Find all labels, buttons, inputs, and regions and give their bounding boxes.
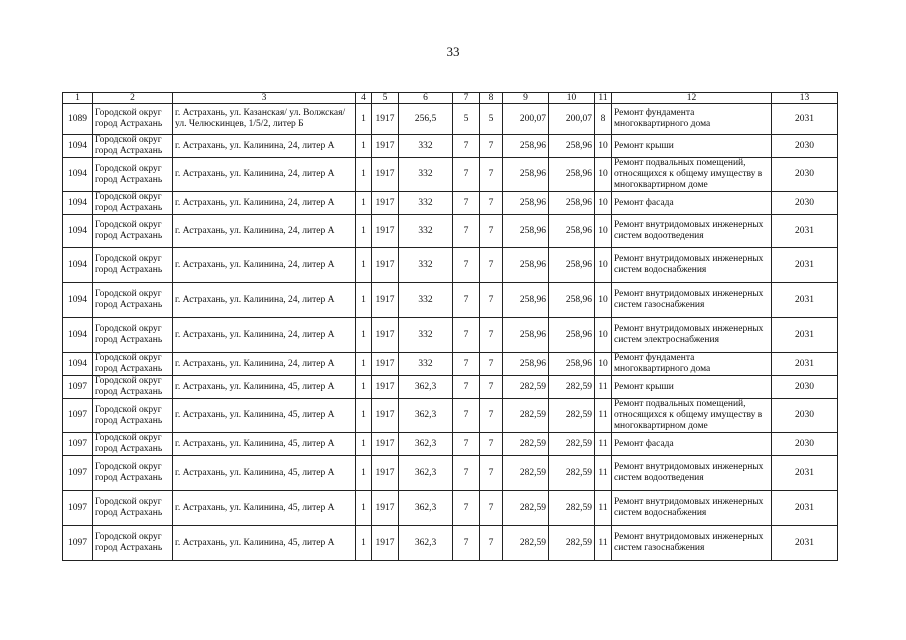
planned-year-cell: 2031 bbox=[772, 104, 838, 135]
planned-year-cell: 2030 bbox=[772, 433, 838, 456]
year-built-cell: 1917 bbox=[372, 192, 399, 215]
planned-year-cell: 2030 bbox=[772, 192, 838, 215]
address-cell: г. Астрахань, ул. Калинина, 45, литер А bbox=[173, 491, 356, 526]
col9-cell: 282,59 bbox=[503, 399, 549, 433]
work-type-cell: Ремонт фасада bbox=[612, 433, 772, 456]
col8-cell: 7 bbox=[480, 135, 503, 158]
col8-cell: 7 bbox=[480, 283, 503, 318]
table-row bbox=[63, 158, 838, 192]
work-type-cell: Ремонт фасада bbox=[612, 192, 772, 215]
table-row bbox=[63, 215, 838, 248]
table-row bbox=[63, 353, 838, 376]
col10-cell: 258,96 bbox=[549, 353, 595, 376]
col10-cell: 282,59 bbox=[549, 526, 595, 561]
year-built-cell: 1917 bbox=[372, 456, 399, 491]
area-cell: 332 bbox=[399, 248, 453, 283]
col8-cell: 7 bbox=[480, 215, 503, 248]
address-cell: г. Астрахань, ул. Калинина, 45, литер А bbox=[173, 456, 356, 491]
address-cell: г. Астрахань, ул. Калинина, 24, литер А bbox=[173, 318, 356, 353]
year-built-cell: 1917 bbox=[372, 399, 399, 433]
area-cell: 332 bbox=[399, 353, 453, 376]
col11-cell: 10 bbox=[595, 192, 612, 215]
column-header: 12 bbox=[612, 93, 772, 104]
area-cell: 332 bbox=[399, 192, 453, 215]
area-cell: 362,3 bbox=[399, 456, 453, 491]
col7-cell: 7 bbox=[453, 135, 480, 158]
col10-cell: 258,96 bbox=[549, 248, 595, 283]
row-number-cell: 1094 bbox=[63, 353, 93, 376]
row-number-cell: 1097 bbox=[63, 456, 93, 491]
row-number-cell: 1094 bbox=[63, 192, 93, 215]
planned-year-cell: 2030 bbox=[772, 135, 838, 158]
col11-cell: 10 bbox=[595, 215, 612, 248]
col7-cell: 7 bbox=[453, 353, 480, 376]
planned-year-cell: 2030 bbox=[772, 376, 838, 399]
row-number-cell: 1094 bbox=[63, 158, 93, 192]
col8-cell: 5 bbox=[480, 104, 503, 135]
column-header: 1 bbox=[63, 93, 93, 104]
col4-cell: 1 bbox=[356, 283, 372, 318]
col9-cell: 200,07 bbox=[503, 104, 549, 135]
area-cell: 362,3 bbox=[399, 433, 453, 456]
row-number-cell: 1094 bbox=[63, 135, 93, 158]
address-cell: г. Астрахань, ул. Калинина, 24, литер А bbox=[173, 353, 356, 376]
col4-cell: 1 bbox=[356, 192, 372, 215]
column-header: 6 bbox=[399, 93, 453, 104]
work-type-cell: Ремонт крыши bbox=[612, 135, 772, 158]
table-row bbox=[63, 491, 838, 526]
column-header: 2 bbox=[93, 93, 173, 104]
col10-cell: 282,59 bbox=[549, 376, 595, 399]
address-cell: г. Астрахань, ул. Калинина, 24, литер А bbox=[173, 135, 356, 158]
row-number-cell: 1097 bbox=[63, 526, 93, 561]
column-header: 5 bbox=[372, 93, 399, 104]
area-cell: 332 bbox=[399, 135, 453, 158]
col11-cell: 11 bbox=[595, 491, 612, 526]
municipality-cell: Городской округ город Астрахань bbox=[93, 248, 173, 283]
col7-cell: 7 bbox=[453, 215, 480, 248]
col4-cell: 1 bbox=[356, 456, 372, 491]
col11-cell: 11 bbox=[595, 399, 612, 433]
year-built-cell: 1917 bbox=[372, 158, 399, 192]
planned-year-cell: 2031 bbox=[772, 456, 838, 491]
col11-cell: 10 bbox=[595, 158, 612, 192]
year-built-cell: 1917 bbox=[372, 215, 399, 248]
column-header: 3 bbox=[173, 93, 356, 104]
column-header: 4 bbox=[356, 93, 372, 104]
col8-cell: 7 bbox=[480, 192, 503, 215]
col7-cell: 7 bbox=[453, 318, 480, 353]
municipality-cell: Городской округ город Астрахань bbox=[93, 215, 173, 248]
column-header: 13 bbox=[772, 93, 838, 104]
row-number-cell: 1097 bbox=[63, 491, 93, 526]
col8-cell: 7 bbox=[480, 491, 503, 526]
row-number-cell: 1094 bbox=[63, 248, 93, 283]
address-cell: г. Астрахань, ул. Калинина, 45, литер А bbox=[173, 376, 356, 399]
area-cell: 362,3 bbox=[399, 376, 453, 399]
address-cell: г. Астрахань, ул. Калинина, 24, литер А bbox=[173, 158, 356, 192]
column-header: 8 bbox=[480, 93, 503, 104]
municipality-cell: Городской округ город Астрахань bbox=[93, 526, 173, 561]
col7-cell: 7 bbox=[453, 433, 480, 456]
col4-cell: 1 bbox=[356, 353, 372, 376]
col7-cell: 7 bbox=[453, 192, 480, 215]
col8-cell: 7 bbox=[480, 456, 503, 491]
col10-cell: 258,96 bbox=[549, 135, 595, 158]
municipality-cell: Городской округ город Астрахань bbox=[93, 135, 173, 158]
municipality-cell: Городской округ город Астрахань bbox=[93, 158, 173, 192]
table-row bbox=[63, 376, 838, 399]
col9-cell: 282,59 bbox=[503, 456, 549, 491]
work-type-cell: Ремонт внутридомовых инженерных систем электроснабжения bbox=[612, 318, 772, 353]
col4-cell: 1 bbox=[356, 158, 372, 192]
col9-cell: 258,96 bbox=[503, 353, 549, 376]
col4-cell: 1 bbox=[356, 376, 372, 399]
address-cell: г. Астрахань, ул. Калинина, 24, литер А bbox=[173, 215, 356, 248]
col7-cell: 7 bbox=[453, 283, 480, 318]
col9-cell: 258,96 bbox=[503, 135, 549, 158]
area-cell: 362,3 bbox=[399, 491, 453, 526]
col11-cell: 10 bbox=[595, 353, 612, 376]
column-number-row bbox=[63, 93, 838, 104]
col8-cell: 7 bbox=[480, 526, 503, 561]
year-built-cell: 1917 bbox=[372, 526, 399, 561]
work-type-cell: Ремонт внутридомовых инженерных систем газоснабжения bbox=[612, 283, 772, 318]
table-row bbox=[63, 318, 838, 353]
col7-cell: 7 bbox=[453, 248, 480, 283]
area-cell: 256,5 bbox=[399, 104, 453, 135]
col4-cell: 1 bbox=[356, 104, 372, 135]
col11-cell: 11 bbox=[595, 456, 612, 491]
planned-year-cell: 2031 bbox=[772, 215, 838, 248]
area-cell: 362,3 bbox=[399, 399, 453, 433]
planned-year-cell: 2030 bbox=[772, 399, 838, 433]
work-type-cell: Ремонт внутридомовых инженерных систем водоснабжения bbox=[612, 248, 772, 283]
col9-cell: 282,59 bbox=[503, 376, 549, 399]
col7-cell: 5 bbox=[453, 104, 480, 135]
planned-year-cell: 2031 bbox=[772, 491, 838, 526]
col8-cell: 7 bbox=[480, 433, 503, 456]
col9-cell: 258,96 bbox=[503, 283, 549, 318]
col10-cell: 282,59 bbox=[549, 399, 595, 433]
col4-cell: 1 bbox=[356, 491, 372, 526]
table-row bbox=[63, 283, 838, 318]
col7-cell: 7 bbox=[453, 491, 480, 526]
col8-cell: 7 bbox=[480, 353, 503, 376]
col4-cell: 1 bbox=[356, 135, 372, 158]
table-row bbox=[63, 192, 838, 215]
row-number-cell: 1097 bbox=[63, 433, 93, 456]
address-cell: г. Астрахань, ул. Калинина, 45, литер А bbox=[173, 526, 356, 561]
column-header: 11 bbox=[595, 93, 612, 104]
address-cell: г. Астрахань, ул. Калинина, 24, литер А bbox=[173, 248, 356, 283]
planned-year-cell: 2030 bbox=[772, 158, 838, 192]
area-cell: 332 bbox=[399, 158, 453, 192]
col7-cell: 7 bbox=[453, 376, 480, 399]
municipality-cell: Городской округ город Астрахань bbox=[93, 283, 173, 318]
col8-cell: 7 bbox=[480, 158, 503, 192]
col11-cell: 10 bbox=[595, 318, 612, 353]
col10-cell: 282,59 bbox=[549, 433, 595, 456]
table-row bbox=[63, 135, 838, 158]
col7-cell: 7 bbox=[453, 456, 480, 491]
column-header: 10 bbox=[549, 93, 595, 104]
col8-cell: 7 bbox=[480, 318, 503, 353]
address-cell: г. Астрахань, ул. Калинина, 45, литер А bbox=[173, 433, 356, 456]
col4-cell: 1 bbox=[356, 248, 372, 283]
municipality-cell: Городской округ город Астрахань bbox=[93, 376, 173, 399]
col9-cell: 258,96 bbox=[503, 192, 549, 215]
address-cell: г. Астрахань, ул. Казанская/ ул. Волжская/ ул. Челюскинцев, 1/5/2, литер Б bbox=[173, 104, 356, 135]
area-cell: 332 bbox=[399, 318, 453, 353]
col4-cell: 1 bbox=[356, 526, 372, 561]
table-row bbox=[63, 248, 838, 283]
col11-cell: 10 bbox=[595, 283, 612, 318]
col10-cell: 282,59 bbox=[549, 456, 595, 491]
municipality-cell: Городской округ город Астрахань bbox=[93, 491, 173, 526]
col10-cell: 258,96 bbox=[549, 158, 595, 192]
area-cell: 332 bbox=[399, 283, 453, 318]
planned-year-cell: 2031 bbox=[772, 353, 838, 376]
repair-schedule-table bbox=[62, 92, 838, 561]
work-type-cell: Ремонт внутридомовых инженерных систем водоотведения bbox=[612, 456, 772, 491]
col11-cell: 8 bbox=[595, 104, 612, 135]
planned-year-cell: 2031 bbox=[772, 318, 838, 353]
col9-cell: 258,96 bbox=[503, 158, 549, 192]
year-built-cell: 1917 bbox=[372, 283, 399, 318]
year-built-cell: 1917 bbox=[372, 353, 399, 376]
col11-cell: 10 bbox=[595, 135, 612, 158]
municipality-cell: Городской округ город Астрахань bbox=[93, 192, 173, 215]
col9-cell: 282,59 bbox=[503, 526, 549, 561]
col11-cell: 11 bbox=[595, 526, 612, 561]
municipality-cell: Городской округ город Астрахань bbox=[93, 353, 173, 376]
row-number-cell: 1097 bbox=[63, 399, 93, 433]
col10-cell: 282,59 bbox=[549, 491, 595, 526]
work-type-cell: Ремонт подвальных помещений, относящихся к общему имуществу в многоквартирном доме bbox=[612, 399, 772, 433]
row-number-cell: 1089 bbox=[63, 104, 93, 135]
municipality-cell: Городской округ город Астрахань bbox=[93, 318, 173, 353]
row-number-cell: 1094 bbox=[63, 283, 93, 318]
table-row bbox=[63, 399, 838, 433]
col4-cell: 1 bbox=[356, 399, 372, 433]
work-type-cell: Ремонт подвальных помещений, относящихся к общему имуществу в многоквартирном доме bbox=[612, 158, 772, 192]
col9-cell: 258,96 bbox=[503, 215, 549, 248]
col10-cell: 258,96 bbox=[549, 192, 595, 215]
col4-cell: 1 bbox=[356, 433, 372, 456]
col7-cell: 7 bbox=[453, 158, 480, 192]
col9-cell: 282,59 bbox=[503, 433, 549, 456]
year-built-cell: 1917 bbox=[372, 433, 399, 456]
work-type-cell: Ремонт внутридомовых инженерных систем газоснабжения bbox=[612, 526, 772, 561]
col8-cell: 7 bbox=[480, 376, 503, 399]
col4-cell: 1 bbox=[356, 318, 372, 353]
work-type-cell: Ремонт крыши bbox=[612, 376, 772, 399]
address-cell: г. Астрахань, ул. Калинина, 24, литер А bbox=[173, 283, 356, 318]
table-row bbox=[63, 104, 838, 135]
col11-cell: 11 bbox=[595, 376, 612, 399]
year-built-cell: 1917 bbox=[372, 491, 399, 526]
address-cell: г. Астрахань, ул. Калинина, 45, литер А bbox=[173, 399, 356, 433]
col10-cell: 258,96 bbox=[549, 283, 595, 318]
col7-cell: 7 bbox=[453, 526, 480, 561]
area-cell: 362,3 bbox=[399, 526, 453, 561]
municipality-cell: Городской округ город Астрахань bbox=[93, 456, 173, 491]
row-number-cell: 1094 bbox=[63, 215, 93, 248]
col10-cell: 258,96 bbox=[549, 215, 595, 248]
col11-cell: 10 bbox=[595, 248, 612, 283]
col9-cell: 258,96 bbox=[503, 318, 549, 353]
year-built-cell: 1917 bbox=[372, 104, 399, 135]
table-row bbox=[63, 456, 838, 491]
col9-cell: 258,96 bbox=[503, 248, 549, 283]
year-built-cell: 1917 bbox=[372, 135, 399, 158]
col4-cell: 1 bbox=[356, 215, 372, 248]
address-cell: г. Астрахань, ул. Калинина, 24, литер А bbox=[173, 192, 356, 215]
municipality-cell: Городской округ город Астрахань bbox=[93, 399, 173, 433]
col10-cell: 200,07 bbox=[549, 104, 595, 135]
year-built-cell: 1917 bbox=[372, 376, 399, 399]
col9-cell: 282,59 bbox=[503, 491, 549, 526]
year-built-cell: 1917 bbox=[372, 248, 399, 283]
page-number: 33 bbox=[446, 44, 460, 59]
work-type-cell: Ремонт фундамента многоквартирного дома bbox=[612, 104, 772, 135]
planned-year-cell: 2031 bbox=[772, 526, 838, 561]
column-header: 7 bbox=[453, 93, 480, 104]
planned-year-cell: 2031 bbox=[772, 283, 838, 318]
col10-cell: 258,96 bbox=[549, 318, 595, 353]
column-header: 9 bbox=[503, 93, 549, 104]
work-type-cell: Ремонт фундамента многоквартирного дома bbox=[612, 353, 772, 376]
year-built-cell: 1917 bbox=[372, 318, 399, 353]
work-type-cell: Ремонт внутридомовых инженерных систем водоотведения bbox=[612, 215, 772, 248]
planned-year-cell: 2031 bbox=[772, 248, 838, 283]
col8-cell: 7 bbox=[480, 399, 503, 433]
col8-cell: 7 bbox=[480, 248, 503, 283]
area-cell: 332 bbox=[399, 215, 453, 248]
row-number-cell: 1094 bbox=[63, 318, 93, 353]
row-number-cell: 1097 bbox=[63, 376, 93, 399]
municipality-cell: Городской округ город Астрахань bbox=[93, 104, 173, 135]
table-row bbox=[63, 433, 838, 456]
col7-cell: 7 bbox=[453, 399, 480, 433]
work-type-cell: Ремонт внутридомовых инженерных систем водоснабжения bbox=[612, 491, 772, 526]
municipality-cell: Городской округ город Астрахань bbox=[93, 433, 173, 456]
table-row bbox=[63, 526, 838, 561]
col11-cell: 11 bbox=[595, 433, 612, 456]
